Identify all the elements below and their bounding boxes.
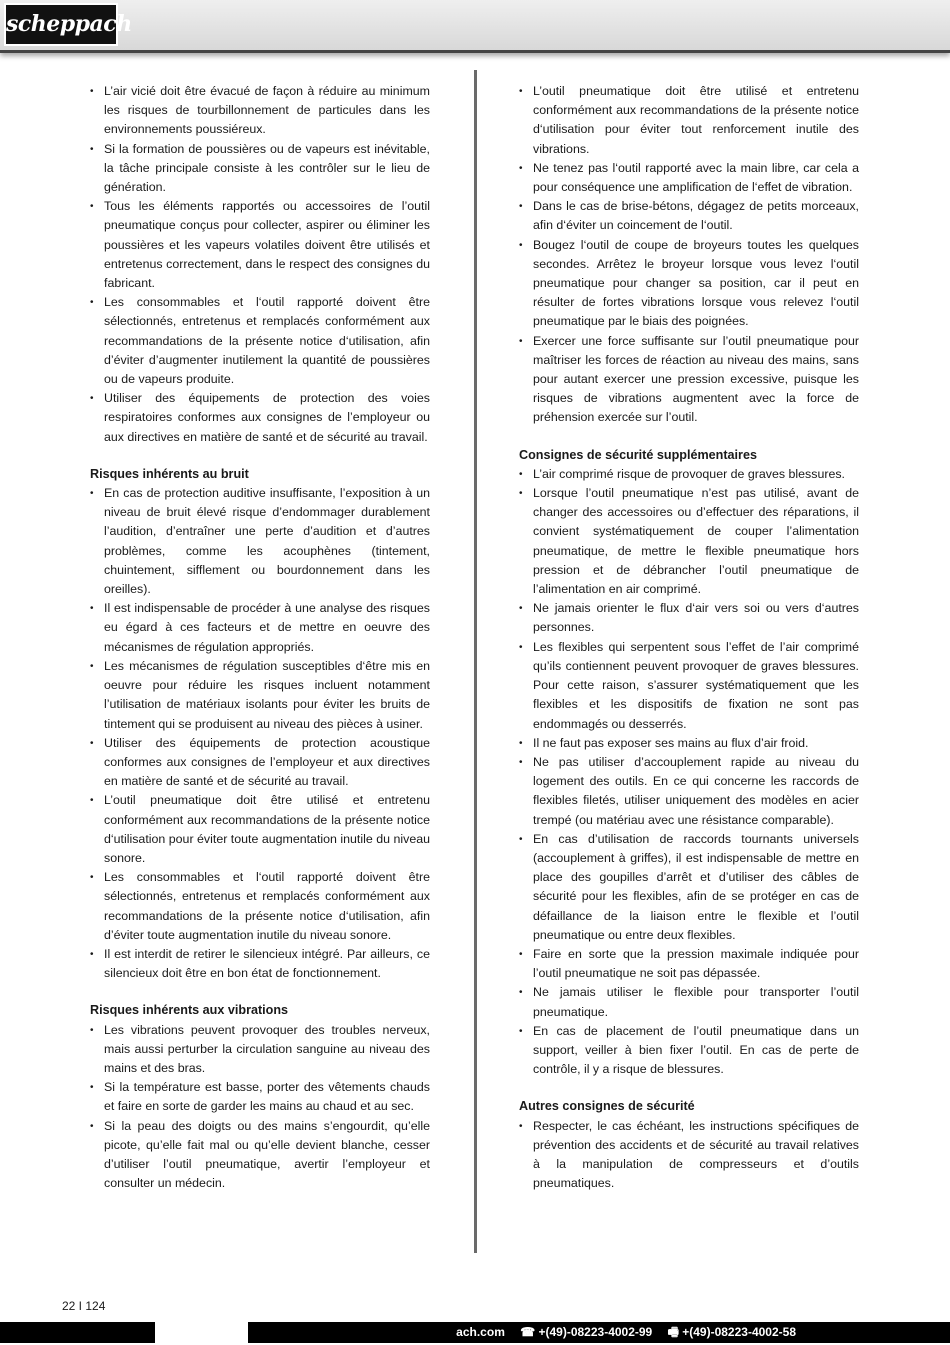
vibration-continued-list (519, 82, 859, 428)
page-number: 22 I 124 (62, 1299, 106, 1313)
list-item: • En cas d’utilisation de raccords tournants universels (accouplement à griffes), il est indispensable de mettre en place des goupilles d’arrêt et d’utiliser des câbles de sécurité pour les flexibles, afin de se protéger en cas de défaillance de la liaison entre le flexible et l’outil pneumatique ou entre deux flexibles. (519, 830, 859, 945)
intro-list (90, 82, 430, 447)
other-safety-heading: Autres consignes de sécurité (519, 1099, 695, 1114)
list-item: • Utiliser des équipements de protection acoustique conformes aux consignes de l’employeur et aux directives en matière de santé et de sécurité au travail. (90, 734, 430, 792)
list-item: • Lorsque l’outil pneumatique n’est pas utilisé, avant de changer des accessoires ou d’effectuer des réparations, il convient systématiquement de couper l’alimentation pneumatique, de mettre le flexible pneumatique hors pression et de débrancher l’outil pneumatique de l’alimentation en air comprimé. (519, 484, 859, 599)
list-item: • Ne pas utiliser d’accouplement rapide au niveau du logement des outils. En ce qui concerne les raccords de flexibles filetés, utiliser uniquement des modèles en acier trempé (ou matériau avec une résistance comparable). (519, 753, 859, 830)
vibration-heading: Risques inhérents aux vibrations (90, 1003, 289, 1018)
list-item: • Bougez l‘outil de coupe de broyeurs toutes les quelques secondes. Arrêtez le broyeur lorsque vous levez l‘outil pneumatique pour changer sa position, car il peut en résulter de fortes vibrations lorsque vous relevez l‘outil pneumatique par le biais des poignées. (519, 236, 859, 332)
page-header (0, 0, 950, 53)
right-column (519, 82, 859, 1193)
footer-contact (444, 1322, 796, 1343)
page-footer (0, 1322, 950, 1343)
list-item: • Il est indispensable de procéder à une analyse des risques eu égard à ces facteurs et de mettre en oeuvre des mécanismes de régulation appropriés. (90, 599, 430, 657)
footer-gap (155, 1322, 248, 1343)
list-item: • Les flexibles qui serpentent sous l’effet de l’air comprimé qu’ils contiennent peuvent provoquer de graves blessures. Pour cette raison, s’assurer systématiquement que les flexibles et les dispositifs de fixation ne sont pas endommagés ou desserrés. (519, 638, 859, 734)
list-item: • L’air vicié doit être évacué de façon à réduire au minimum les risques de tourbillonnement de particules dans les environnements poussiéreux. (90, 82, 430, 140)
list-item: • Ne jamais orienter le flux d‘air vers soi ou vers d‘autres personnes. (519, 599, 859, 637)
footer-fax: 🖷 +(49)-08223-4002-58 (667, 1325, 796, 1339)
footer-phone: ☎ +(49)-08223-4002-99 (520, 1325, 653, 1339)
list-item: • Les mécanismes de régulation susceptibles d‘être mis en oeuvre pour réduire les risques incluent notamment l’utilisation de matériaux isolants pour éviter les bruits de tintement qui se produisent au niveau des pièces à usiner. (90, 657, 430, 734)
list-item: • Il ne faut pas exposer ses mains au flux d’air froid. (519, 734, 859, 753)
list-item: • Si la formation de poussières ou de vapeurs est inévitable, la tâche principale consiste à les contrôler sur le lieu de génération. (90, 140, 430, 198)
list-item: • Tous les éléments rapportés ou accessoires de l’outil pneumatique conçus pour collecter, aspirer ou éliminer les poussières et les vapeurs volatiles doivent être utilisés et entretenus correctement, dans le respect des consignes du fabricant. (90, 197, 430, 293)
left-column (90, 82, 430, 1193)
list-item: • L’air comprimé risque de provoquer de graves blessures. (519, 465, 859, 484)
list-item: • Si la température est basse, porter des vêtements chauds et faire en sorte de garder les mains au chaud et au sec. (90, 1078, 430, 1116)
scheppach-logo: scheppach (4, 3, 118, 46)
list-item: • Les consommables et l‘outil rapporté doivent être sélectionnés, entretenus et remplacés conformément aux recommandations de la présente notice d‘utilisation, afin d’éviter toute augmentation inutile du niveau sonore. (90, 868, 430, 945)
noise-heading: Risques inhérents au bruit (90, 466, 249, 481)
other-safety-list (519, 1117, 859, 1194)
list-item: • Faire en sorte que la pression maximale indiquée pour l’outil pneumatique ne soit pas dépassée. (519, 945, 859, 983)
additional-safety-heading: Consignes de sécurité supplémentaires (519, 447, 757, 462)
list-item: • En cas de protection auditive insuffisante, l’exposition à un niveau de bruit élevé risque d’endommager durablement l’audition, d’entraîner une perte d’audition et d’autres problèmes, comme les acouphènes (tintement, chuintement, sifflement ou bourdonnement dans les oreilles). (90, 484, 430, 599)
list-item: • Respecter, le cas échéant, les instructions spécifiques de prévention des accidents et de sécurité au travail relatives à la manipulation de compresseurs et d’outils pneumatiques. (519, 1117, 859, 1194)
noise-list (90, 484, 430, 983)
list-item: • Les consommables et l‘outil rapporté doivent être sélectionnés, entretenus et remplacés conformément aux recommandations de la présente notice d‘utilisation, afin d’éviter d’augmenter inutilement la quantité de poussières ou de vapeurs produite. (90, 293, 430, 389)
list-item: • L’outil pneumatique doit être utilisé et entretenu conformément aux recommandations de la présente notice d‘utilisation pour éviter tout renforcement inutile des vibrations. (519, 82, 859, 159)
list-item: • Ne tenez pas l‘outil rapporté avec la main libre, car cela a pour conséquence une amplification de l‘effet de vibration. (519, 159, 859, 197)
list-item: • Les vibrations peuvent provoquer des troubles nerveux, mais aussi perturber la circulation sanguine au niveau des mains et des bras. (90, 1021, 430, 1079)
list-item: • Dans le cas de brise-bétons, dégagez de petits morceaux, afin d‘éviter un coincement de l‘outil. (519, 197, 859, 235)
vibration-list (90, 1021, 430, 1194)
column-divider (474, 70, 477, 1253)
list-item: • Il est interdit de retirer le silencieux intégré. Par ailleurs, ce silencieux doit être en bon état de fonctionnement. (90, 945, 430, 983)
list-item: • Utiliser des équipements de protection des voies respiratoires conformes aux consignes de l’employeur ou aux directives en matière de santé et de sécurité au travail. (90, 389, 430, 447)
list-item: • En cas de placement de l’outil pneumatique dans un support, veiller à bien fixer l’outil. En cas de perte de contrôle, il y a risque de blessures. (519, 1022, 859, 1080)
list-item: • Si la peau des doigts ou des mains s’engourdit, qu’elle picote, qu’elle fait mal ou qu’elle devient blanche, cesser d’utiliser l’outil pneumatique, avertir l’employeur et consulter un médecin. (90, 1117, 430, 1194)
additional-safety-list (519, 465, 859, 1080)
list-item: • L’outil pneumatique doit être utilisé et entretenu conformément aux recommandations de la présente notice d‘utilisation pour éviter toute augmentation inutile du niveau sonore. (90, 791, 430, 868)
footer-website: ach.com (456, 1325, 505, 1339)
list-item: • Ne jamais utiliser le flexible pour transporter l’outil pneumatique. (519, 983, 859, 1021)
list-item: • Exercer une force suffisante sur l’outil pneumatique pour maîtriser les forces de réaction au niveau des mains, sans pour autant exercer une pression excessive, puisque les risques de vibrations augmentent avec la force de préhension exercée sur l’outil. (519, 332, 859, 428)
